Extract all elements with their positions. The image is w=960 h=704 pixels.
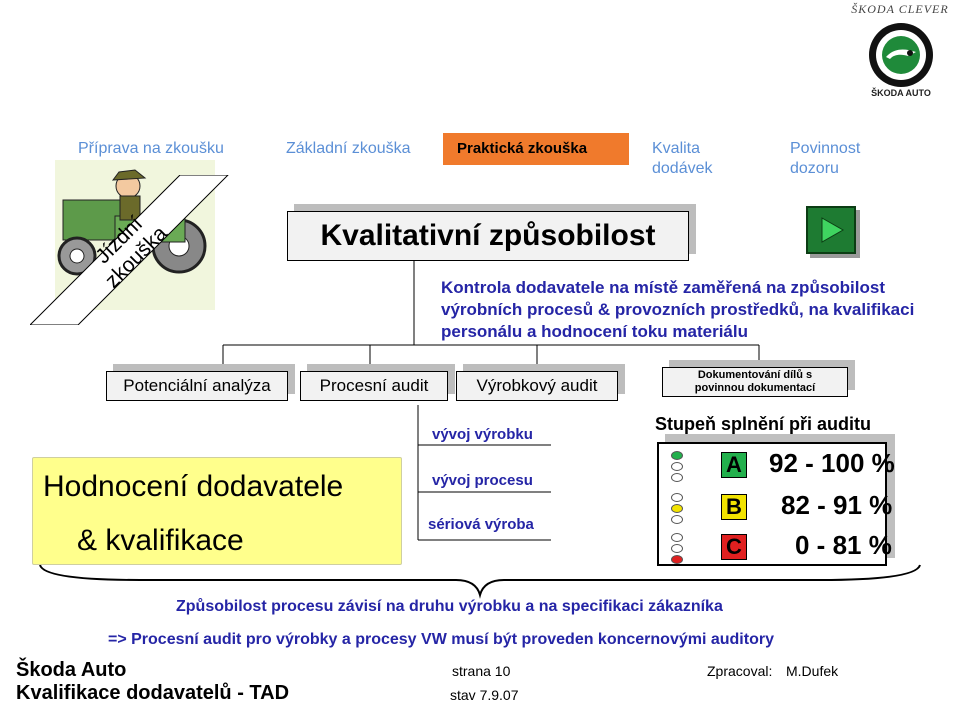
grade-row-a (665, 446, 895, 488)
evaluation-box (32, 457, 402, 565)
grade-range: 0 - 81 % (795, 530, 892, 560)
evaluation-line-2: & kvalifikace (77, 524, 244, 557)
evaluation-line-1: Hodnocení dodavatele (43, 470, 344, 503)
grade-row-c (665, 528, 892, 570)
tab-basic-exam[interactable]: Základní zkouška (286, 140, 411, 157)
tab-delivery-quality[interactable]: Kvalita dodávek (652, 140, 713, 177)
grade-letter: C (721, 534, 747, 560)
footer-author: M.Dufek (786, 663, 839, 679)
logo-text: ŠKODA AUTO (871, 88, 931, 98)
process-audit-box: Procesní audit (300, 371, 448, 401)
footer-course: Kvalifikace dodavatelů - TAD (16, 682, 290, 704)
traffic-light-icon (669, 450, 685, 486)
audit-description: Kontrola dodavatele na místě zaměřená na způsobilost výrobních procesů & provozních prostředků, na kvalifikaci personálu a hodnocení toku materiálu (441, 278, 915, 341)
stage-serial-production: sériová výroba (428, 516, 534, 533)
documentation-box: Dokumentování dílů s povinnou dokumentací (662, 367, 848, 397)
footer-date: stav 7.9.07 (450, 687, 519, 703)
footer-company: Škoda Auto (16, 659, 127, 681)
main-title: Kvalitativní způsobilost (287, 211, 689, 261)
note-line-1: Způsobilost procesu závisí na druhu výrobku a na specifikaci zákazníka (176, 598, 723, 615)
grades-title: Stupeň splnění při auditu (655, 414, 871, 434)
traffic-light-icon (669, 492, 685, 528)
tab-preparation[interactable]: Příprava na zkoušku (78, 140, 224, 157)
grades-box (657, 442, 895, 566)
grade-letter: A (721, 452, 747, 478)
logo-caption: ŠKODA CLEVER (851, 2, 949, 16)
grade-row-b (665, 488, 893, 530)
tab-practical-exam[interactable]: Praktická zkouška (443, 133, 629, 165)
exam-banner-text: Jízdní zkouška (91, 212, 172, 293)
traffic-light-icon (669, 532, 685, 568)
footer-author-label: Zpracoval: (707, 663, 773, 679)
product-audit-box: Výrobkový audit (456, 371, 618, 401)
stage-process-development: vývoj procesu (432, 472, 533, 489)
stage-product-development: vývoj výrobku (432, 426, 533, 443)
potential-analysis-box: Potenciální analýza (106, 371, 288, 401)
grade-range: 82 - 91 % (781, 490, 893, 520)
grade-letter: B (721, 494, 747, 520)
grade-range: 92 - 100 % (769, 448, 895, 478)
tab-supervision-duty[interactable]: Povinnost dozoru (790, 140, 861, 177)
note-line-2: => Procesní audit pro výrobky a procesy VW musí být proveden koncernovými auditory (108, 631, 774, 648)
footer-page-number: strana 10 (452, 663, 511, 679)
